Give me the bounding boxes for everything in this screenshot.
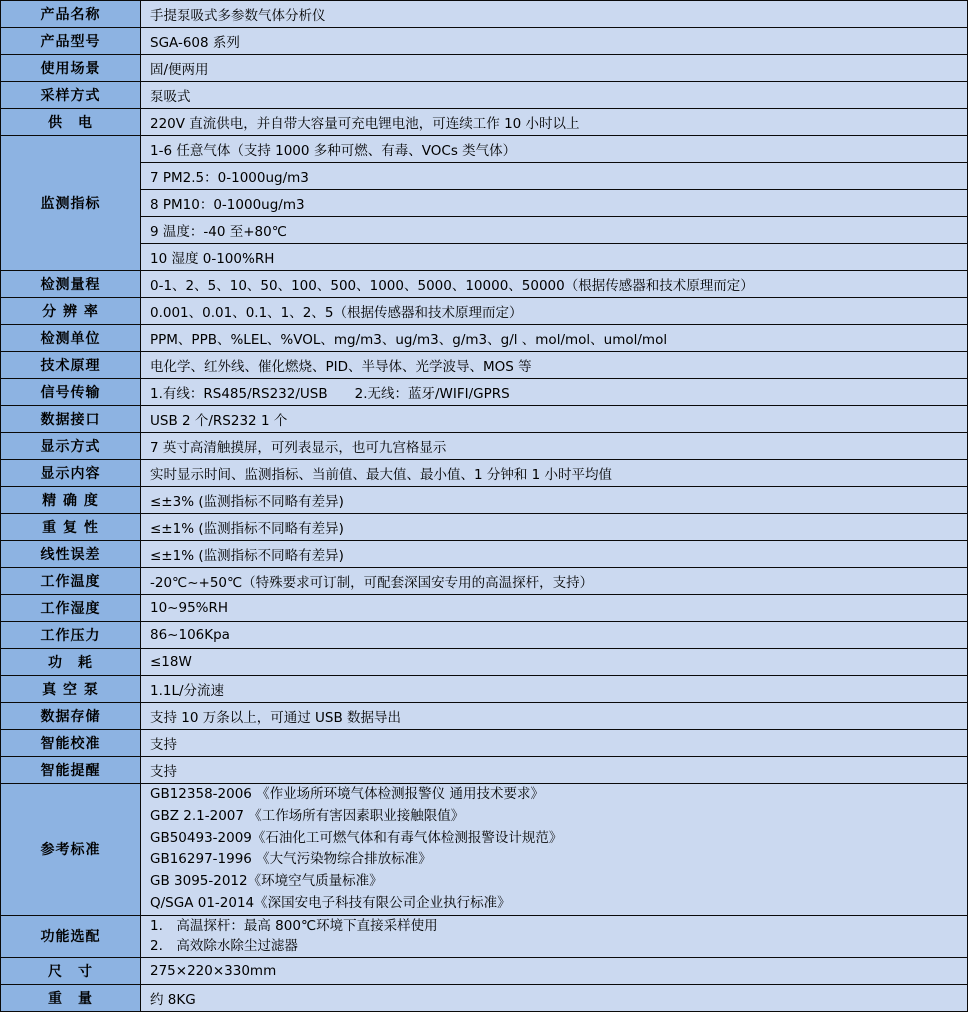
spec-label: 产品型号 — [1, 28, 141, 55]
spec-value: 1.1L/分流速 — [141, 676, 968, 703]
spec-row-detection-unit — [1, 325, 968, 352]
standard-line: GB50493-2009《石油化工可燃气体和有毒气体检测报警设计规范》 — [150, 829, 563, 846]
spec-value-options — [141, 915, 968, 957]
spec-row-smart-reminder — [1, 757, 968, 784]
standard-line: GBZ 2.1-2007 《工作场所有害因素职业接触限值》 — [150, 807, 465, 824]
spec-value: 泵吸式 — [141, 82, 968, 109]
spec-row-data-storage — [1, 703, 968, 730]
spec-label: 显示内容 — [1, 460, 141, 487]
spec-subrow — [1, 190, 968, 217]
standard-line: Q/SGA 01-2014《深国安电子科技有限公司企业执行标准》 — [150, 894, 511, 911]
spec-row-sampling-method — [1, 82, 968, 109]
spec-label: 精 确 度 — [1, 487, 141, 514]
spec-value: 0.001、0.01、0.1、1、2、5（根据传感器和技术原理而定） — [141, 298, 968, 325]
spec-label: 工作湿度 — [1, 595, 141, 622]
spec-subrow — [1, 163, 968, 190]
spec-label: 检测量程 — [1, 271, 141, 298]
spec-row-power-supply — [1, 109, 968, 136]
spec-value: 支持 10 万条以上，可通过 USB 数据导出 — [141, 703, 968, 730]
spec-row-smart-calibration — [1, 730, 968, 757]
spec-value: -20℃~+50℃（特殊要求可订制，可配套深国安专用的高温探杆，支持） — [141, 568, 968, 595]
spec-label: 线性误差 — [1, 541, 141, 568]
spec-label: 重 量 — [1, 984, 141, 1011]
spec-label: 工作温度 — [1, 568, 141, 595]
spec-row-repeatability — [1, 514, 968, 541]
spec-label: 真 空 泵 — [1, 676, 141, 703]
spec-row-working-temperature — [1, 568, 968, 595]
spec-row-monitor-indicators — [1, 136, 968, 163]
spec-label: 采样方式 — [1, 82, 141, 109]
spec-value-standards — [141, 784, 968, 916]
spec-row-reference-standards — [1, 784, 968, 916]
spec-value: 220V 直流供电，并自带大容量可充电锂电池，可连续工作 10 小时以上 — [141, 109, 968, 136]
spec-value: 0-1、2、5、10、50、100、500、1000、5000、10000、50000（根据传感器和技术原理而定） — [141, 271, 968, 298]
standard-line: GB16297-1996 《大气污染物综合排放标准》 — [150, 851, 432, 868]
spec-row-power-consumption — [1, 649, 968, 676]
spec-subvalue: 10 湿度 0-100%RH — [141, 244, 968, 271]
spec-value: ≤18W — [141, 649, 968, 676]
spec-subrow — [1, 217, 968, 244]
spec-subvalue: 9 温度：-40 至+80℃ — [141, 217, 968, 244]
option-line: 1. 高温探杆：最高 800℃环境下直接采样使用 — [150, 918, 438, 935]
spec-value: 实时显示时间、监测指标、当前值、最大值、最小值、1 分钟和 1 小时平均值 — [141, 460, 968, 487]
spec-value: PPM、PPB、%LEL、%VOL、mg/m3、ug/m3、g/m3、g/l 、mol/mol、umol/mol — [141, 325, 968, 352]
spec-label: 功能选配 — [1, 915, 141, 957]
spec-row-dimensions — [1, 957, 968, 984]
spec-label: 使用场景 — [1, 55, 141, 82]
spec-label: 检测单位 — [1, 325, 141, 352]
spec-row-vacuum-pump — [1, 676, 968, 703]
spec-value: 1.有线：RS485/RS232/USB 2.无线：蓝牙/WIFI/GPRS — [141, 379, 968, 406]
spec-label: 尺 寸 — [1, 957, 141, 984]
option-line: 2. 高效除水除尘过滤器 — [150, 938, 298, 955]
spec-row-working-humidity — [1, 595, 968, 622]
spec-value: ≤±1% (监测指标不同略有差异) — [141, 514, 968, 541]
spec-value: SGA-608 系列 — [141, 28, 968, 55]
spec-value: 7 英寸高清触摸屏，可列表显示，也可九宫格显示 — [141, 433, 968, 460]
spec-value: 约 8KG — [141, 984, 968, 1011]
spec-row-optional-features — [1, 915, 968, 957]
spec-value: 275×220×330mm — [141, 957, 968, 984]
spec-row-signal-transmission — [1, 379, 968, 406]
spec-subvalue: 1-6 任意气体（支持 1000 多种可燃、有毒、VOCs 类气体） — [141, 136, 968, 163]
spec-subvalue: 7 PM2.5：0-1000ug/m3 — [141, 163, 968, 190]
spec-value: 固/便两用 — [141, 55, 968, 82]
spec-label: 数据接口 — [1, 406, 141, 433]
spec-row-weight — [1, 984, 968, 1011]
spec-row-working-pressure — [1, 622, 968, 649]
spec-row-resolution — [1, 298, 968, 325]
spec-label: 产品名称 — [1, 1, 141, 28]
spec-row-display-content — [1, 460, 968, 487]
spec-row-technical-principle — [1, 352, 968, 379]
spec-row-display-mode — [1, 433, 968, 460]
standard-line: GB 3095-2012《环境空气质量标准》 — [150, 873, 383, 890]
spec-value: 手提泵吸式多参数气体分析仪 — [141, 1, 968, 28]
spec-row-product-name — [1, 1, 968, 28]
spec-label: 监测指标 — [1, 136, 141, 271]
spec-label: 智能校准 — [1, 730, 141, 757]
spec-label: 重 复 性 — [1, 514, 141, 541]
spec-value: 10~95%RH — [141, 595, 968, 622]
spec-label: 供 电 — [1, 109, 141, 136]
spec-row-accuracy — [1, 487, 968, 514]
spec-value: 支持 — [141, 757, 968, 784]
spec-row-data-interface — [1, 406, 968, 433]
spec-label: 技术原理 — [1, 352, 141, 379]
spec-value: ≤±3% (监测指标不同略有差异) — [141, 487, 968, 514]
spec-subrow — [1, 244, 968, 271]
spec-value: ≤±1% (监测指标不同略有差异) — [141, 541, 968, 568]
spec-label: 工作压力 — [1, 622, 141, 649]
spec-label: 参考标准 — [1, 784, 141, 916]
spec-row-model — [1, 28, 968, 55]
standard-line: GB12358-2006 《作业场所环境气体检测报警仪 通用技术要求》 — [150, 786, 544, 802]
spec-label: 智能提醒 — [1, 757, 141, 784]
spec-label: 分 辨 率 — [1, 298, 141, 325]
spec-value: 86~106Kpa — [141, 622, 968, 649]
spec-row-linearity-error — [1, 541, 968, 568]
spec-subvalue: 8 PM10：0-1000ug/m3 — [141, 190, 968, 217]
spec-row-detection-range — [1, 271, 968, 298]
spec-label: 显示方式 — [1, 433, 141, 460]
spec-label: 数据存储 — [1, 703, 141, 730]
spec-value: USB 2 个/RS232 1 个 — [141, 406, 968, 433]
spec-label: 信号传输 — [1, 379, 141, 406]
spec-row-usage-scene — [1, 55, 968, 82]
spec-value: 支持 — [141, 730, 968, 757]
spec-label: 功 耗 — [1, 649, 141, 676]
spec-value: 电化学、红外线、催化燃烧、PID、半导体、光学波导、MOS 等 — [141, 352, 968, 379]
